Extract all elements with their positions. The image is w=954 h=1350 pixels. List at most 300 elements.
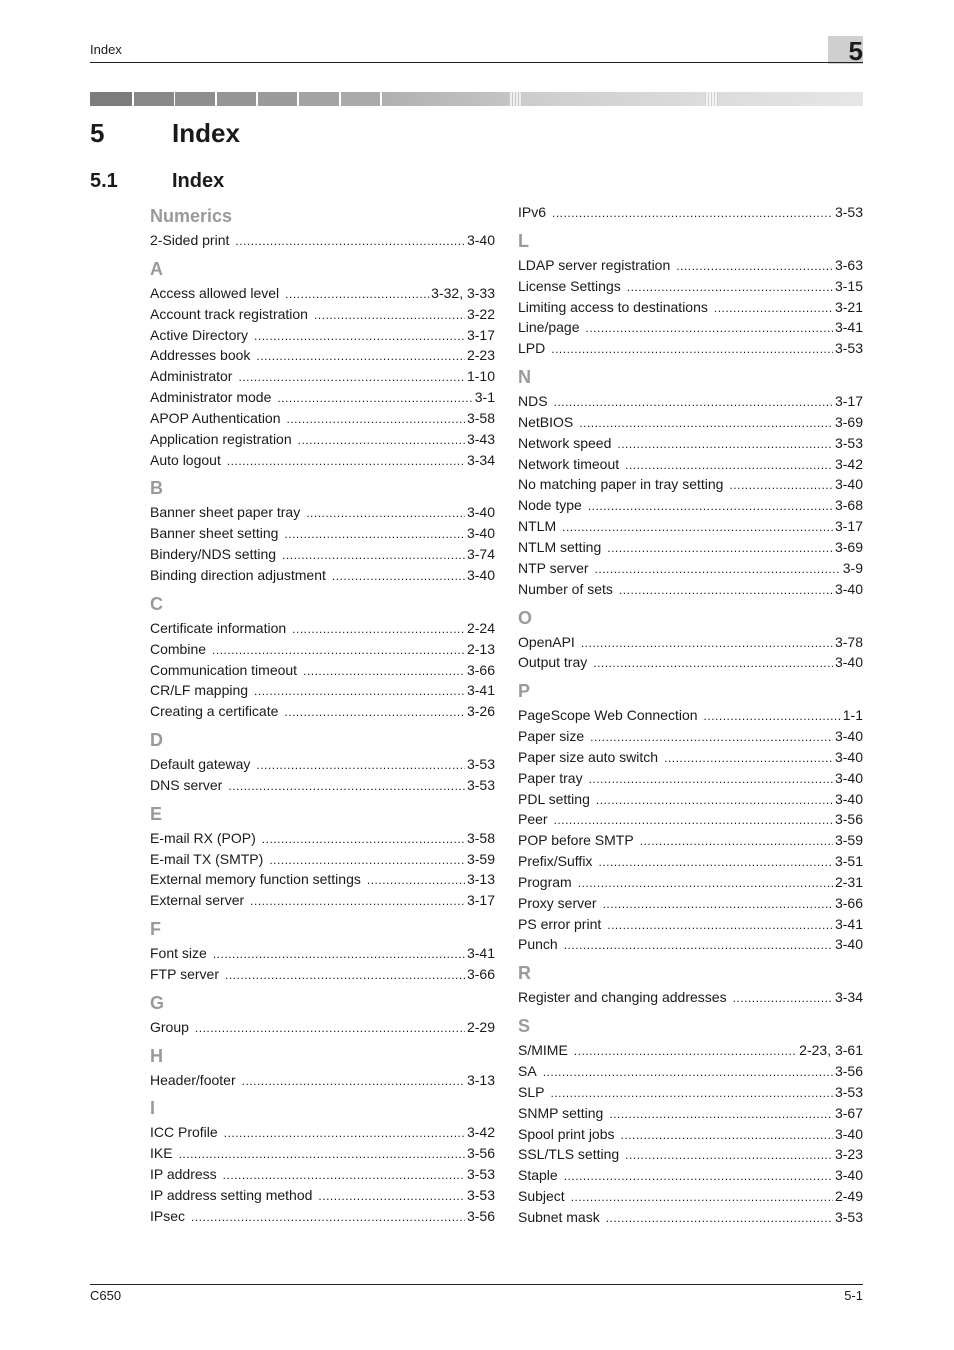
dot-leader bbox=[242, 1071, 465, 1092]
index-entry-term: PS error print bbox=[518, 915, 602, 932]
index-entry-term: SNMP setting bbox=[518, 1104, 604, 1121]
index-entry-page: 2-23, 3-61 bbox=[799, 1042, 863, 1059]
index-entry-term: FTP server bbox=[150, 965, 219, 982]
dot-leader bbox=[704, 706, 841, 727]
index-entry-page: 3-66 bbox=[834, 894, 863, 911]
index-entry bbox=[518, 537, 863, 558]
dot-leader bbox=[571, 1187, 833, 1208]
dot-leader bbox=[179, 1144, 465, 1165]
dot-leader bbox=[595, 559, 841, 580]
dot-leader bbox=[212, 640, 465, 661]
index-entry-term: SSL/TLS setting bbox=[518, 1146, 620, 1163]
dot-leader bbox=[254, 326, 465, 347]
index-entry-term: Paper size bbox=[518, 728, 585, 745]
index-entry-term: Proxy server bbox=[518, 894, 597, 911]
index-entry-term: Addresses book bbox=[150, 347, 251, 364]
index-entry-page: 3-53 bbox=[834, 204, 863, 220]
index-entry bbox=[518, 433, 863, 454]
index-entry-term: PDL setting bbox=[518, 790, 590, 807]
index-entry bbox=[518, 1124, 863, 1145]
index-entry-page: 3-53 bbox=[466, 756, 495, 773]
index-entry-page: 3-74 bbox=[466, 546, 495, 563]
dot-leader bbox=[191, 1207, 465, 1228]
footer-rule bbox=[90, 1284, 863, 1285]
dot-leader bbox=[598, 852, 833, 873]
index-letter-heading: E bbox=[150, 803, 163, 824]
index-entry-page: 1-10 bbox=[466, 368, 495, 385]
index-entry-term: Number of sets bbox=[518, 580, 613, 597]
index-entry-term: Auto logout bbox=[150, 451, 221, 468]
index-group bbox=[518, 227, 863, 359]
index-entry bbox=[518, 1061, 863, 1082]
index-entry-page: 3-41 bbox=[466, 682, 495, 699]
footer-page-number: 5-1 bbox=[844, 1288, 863, 1303]
dot-leader bbox=[562, 517, 833, 538]
index-entry bbox=[518, 317, 863, 338]
index-entry-page: 3-40 bbox=[834, 748, 863, 765]
index-group bbox=[518, 959, 863, 1008]
index-group bbox=[150, 1094, 495, 1226]
index-entry-page: 3-40 bbox=[834, 769, 863, 786]
index-entry-term: Subnet mask bbox=[518, 1208, 600, 1225]
index-entry-term: S/MIME bbox=[518, 1042, 568, 1059]
dot-leader bbox=[574, 1041, 797, 1062]
index-group bbox=[518, 202, 863, 223]
index-column-right bbox=[518, 202, 863, 1228]
index-entry bbox=[150, 890, 495, 911]
dot-leader bbox=[262, 829, 465, 850]
dot-leader bbox=[607, 915, 833, 936]
index-entry-term: DNS server bbox=[150, 776, 223, 793]
index-entry bbox=[150, 523, 495, 544]
index-entry-term: Paper size auto switch bbox=[518, 748, 659, 765]
index-letter-heading: R bbox=[518, 963, 531, 984]
index-entry-page: 3-40 bbox=[834, 728, 863, 745]
index-entry-page: 3-53 bbox=[466, 776, 495, 793]
section-heading bbox=[90, 170, 224, 193]
dot-leader bbox=[596, 790, 833, 811]
index-entry-page: 2-23 bbox=[466, 347, 495, 364]
index-entry-term: Certificate information bbox=[150, 619, 287, 636]
index-letter-heading: P bbox=[518, 681, 531, 702]
index-entry-page: 3-67 bbox=[834, 1104, 863, 1121]
index-entry-term: Banner sheet setting bbox=[150, 525, 279, 542]
index-entry-term: IKE bbox=[150, 1145, 173, 1162]
index-entry-page: 3-32, 3-33 bbox=[431, 284, 495, 301]
index-entry-page: 3-40 bbox=[834, 476, 863, 493]
index-entry-term: ICC Profile bbox=[150, 1124, 218, 1141]
index-entry bbox=[150, 618, 495, 639]
index-entry-page: 2-24 bbox=[466, 619, 495, 636]
index-group bbox=[518, 1012, 863, 1228]
index-entry-term: License Settings bbox=[518, 277, 621, 294]
index-entry-term: Node type bbox=[518, 497, 582, 514]
index-entry-page: 3-9 bbox=[842, 559, 863, 576]
dot-leader bbox=[581, 633, 833, 654]
dot-leader bbox=[254, 681, 465, 702]
index-entry bbox=[150, 639, 495, 660]
index-letter-heading: H bbox=[150, 1045, 163, 1066]
dot-leader bbox=[225, 965, 465, 986]
index-entry bbox=[150, 849, 495, 870]
index-entry-term: Creating a certificate bbox=[150, 703, 279, 720]
index-entry-term: Spool print jobs bbox=[518, 1125, 615, 1142]
index-entry-term: Communication timeout bbox=[150, 661, 298, 678]
index-entry-page: 3-13 bbox=[466, 871, 495, 888]
index-entry bbox=[150, 387, 495, 408]
index-entry-page: 3-53 bbox=[834, 434, 863, 451]
index-entry-term: Header/footer bbox=[150, 1071, 236, 1088]
index-entry bbox=[518, 934, 863, 955]
index-entry-page: 3-40 bbox=[834, 654, 863, 671]
index-column-left bbox=[150, 202, 495, 1227]
index-entry-page: 3-59 bbox=[834, 832, 863, 849]
index-entry-term: Group bbox=[150, 1018, 189, 1035]
dot-leader bbox=[228, 776, 465, 797]
index-entry-page: 3-63 bbox=[834, 256, 863, 273]
index-entry bbox=[150, 565, 495, 586]
index-entry-term: SA bbox=[518, 1063, 537, 1079]
index-entry-page: 3-56 bbox=[466, 1145, 495, 1162]
chapter-number-tab bbox=[828, 36, 863, 64]
index-entry bbox=[150, 943, 495, 964]
index-entry bbox=[150, 325, 495, 346]
dot-leader bbox=[588, 496, 833, 517]
index-entry-page: 3-17 bbox=[834, 393, 863, 410]
index-entry-term: LPD bbox=[518, 340, 546, 357]
index-group bbox=[150, 989, 495, 1038]
index-entry-term: Application registration bbox=[150, 430, 292, 447]
index-entry-term: APOP Authentication bbox=[150, 409, 281, 426]
index-entry bbox=[518, 987, 863, 1008]
index-entry bbox=[150, 869, 495, 890]
index-entry-term: NTP server bbox=[518, 559, 589, 576]
index-entry-term: Peer bbox=[518, 811, 548, 828]
index-entry bbox=[518, 579, 863, 600]
index-entry bbox=[518, 705, 863, 726]
index-entry-page: 3-69 bbox=[834, 413, 863, 430]
chapter-heading-title: Index bbox=[172, 118, 240, 148]
dot-leader bbox=[306, 503, 465, 524]
index-entry-page: 3-56 bbox=[834, 811, 863, 828]
index-entry-page: 3-59 bbox=[466, 850, 495, 867]
index-entry bbox=[150, 1206, 495, 1227]
index-entry bbox=[518, 830, 863, 851]
index-entry-term: Paper tray bbox=[518, 769, 583, 786]
index-entry bbox=[150, 1143, 495, 1164]
index-entry bbox=[150, 828, 495, 849]
index-entry-term: Network timeout bbox=[518, 455, 620, 472]
dot-leader bbox=[617, 434, 833, 455]
index-entry-page: 3-40 bbox=[834, 790, 863, 807]
index-letter-heading: C bbox=[150, 593, 163, 614]
index-entry-term: Administrator mode bbox=[150, 389, 272, 406]
dot-leader bbox=[282, 545, 465, 566]
section-heading-title: Index bbox=[172, 170, 225, 192]
index-entry bbox=[518, 1144, 863, 1165]
dot-leader bbox=[250, 891, 465, 912]
footer-model-name: C650 bbox=[90, 1288, 122, 1303]
index-entry bbox=[518, 809, 863, 830]
index-entry bbox=[518, 1165, 863, 1186]
index-entry bbox=[518, 893, 863, 914]
index-entry-term: Subject bbox=[518, 1188, 565, 1205]
index-entry bbox=[150, 366, 495, 387]
dot-leader bbox=[625, 1145, 833, 1166]
index-entry-page: 3-41 bbox=[466, 945, 495, 962]
index-entry bbox=[150, 283, 495, 304]
dot-leader bbox=[284, 524, 465, 545]
index-entry-page: 3-78 bbox=[834, 633, 863, 650]
index-entry bbox=[518, 851, 863, 872]
index-entry-term: LDAP server registration bbox=[518, 256, 671, 273]
index-entry-term: IP address bbox=[150, 1166, 217, 1183]
index-group bbox=[518, 677, 863, 955]
index-entry-term: IPv6 bbox=[518, 204, 547, 220]
index-group bbox=[150, 800, 495, 911]
index-entry-term: External server bbox=[150, 892, 245, 909]
index-entry-page: 3-41 bbox=[834, 915, 863, 932]
dot-leader bbox=[227, 451, 465, 472]
index-entry bbox=[150, 775, 495, 796]
index-group bbox=[150, 255, 495, 471]
index-entry bbox=[518, 652, 863, 673]
dot-leader bbox=[367, 870, 465, 891]
index-entry bbox=[518, 516, 863, 537]
index-entry-page: 3-43 bbox=[466, 430, 495, 447]
index-entry bbox=[150, 1070, 495, 1091]
dot-leader bbox=[590, 727, 833, 748]
dot-leader bbox=[729, 475, 833, 496]
index-entry-page: 3-40 bbox=[834, 936, 863, 953]
index-entry-term: SLP bbox=[518, 1083, 545, 1100]
index-entry-term: Register and changing addresses bbox=[518, 989, 727, 1006]
index-entry-page: 3-40 bbox=[466, 525, 495, 542]
index-entry bbox=[518, 1082, 863, 1103]
index-entry bbox=[518, 474, 863, 495]
dot-leader bbox=[554, 810, 833, 831]
index-entry-term: Output tray bbox=[518, 654, 588, 671]
header-rule bbox=[90, 62, 863, 63]
index-entry-term: NDS bbox=[518, 393, 548, 410]
index-entry-page: 3-40 bbox=[834, 1125, 863, 1142]
dot-leader bbox=[589, 769, 833, 790]
index-entry-page: 3-56 bbox=[834, 1063, 863, 1079]
index-entry bbox=[150, 660, 495, 681]
dot-leader bbox=[332, 566, 465, 587]
dot-leader bbox=[235, 231, 465, 252]
index-entry-term: OpenAPI bbox=[518, 633, 575, 650]
index-entry-page: 3-34 bbox=[466, 451, 495, 468]
index-entry bbox=[150, 1122, 495, 1143]
index-entry bbox=[518, 632, 863, 653]
chapter-heading bbox=[90, 118, 240, 149]
index-entry-term: NetBIOS bbox=[518, 413, 574, 430]
index-entry-term: NTLM bbox=[518, 518, 557, 535]
index-entry-term: E-mail TX (SMTP) bbox=[150, 850, 264, 867]
index-entry-term: Line/page bbox=[518, 319, 580, 336]
index-letter-heading: B bbox=[150, 478, 163, 499]
index-group bbox=[150, 590, 495, 722]
index-entry-page: 3-40 bbox=[834, 580, 863, 597]
dot-leader bbox=[256, 346, 465, 367]
dot-leader bbox=[238, 367, 465, 388]
index-entry-page: 3-41 bbox=[834, 319, 863, 336]
index-entry-term: NTLM setting bbox=[518, 538, 602, 555]
index-letter-heading: G bbox=[150, 992, 165, 1013]
index-letter-heading: Numerics bbox=[150, 206, 233, 226]
dot-leader bbox=[664, 748, 833, 769]
index-group bbox=[518, 363, 863, 599]
dot-leader bbox=[714, 298, 833, 319]
dot-leader bbox=[314, 305, 465, 326]
index-entry bbox=[518, 872, 863, 893]
dot-leader bbox=[224, 1123, 465, 1144]
index-entry bbox=[518, 1186, 863, 1207]
dot-leader bbox=[619, 580, 833, 601]
index-entry-term: Binding direction adjustment bbox=[150, 566, 326, 583]
dot-leader bbox=[593, 653, 833, 674]
decorative-bar bbox=[90, 92, 863, 106]
index-entry-page: 2-13 bbox=[466, 640, 495, 657]
index-letter-heading: S bbox=[518, 1016, 531, 1037]
index-entry bbox=[518, 297, 863, 318]
dot-leader bbox=[277, 388, 472, 409]
index-entry-page: 3-56 bbox=[466, 1207, 495, 1224]
dot-leader bbox=[318, 1186, 465, 1207]
index-entry-page: 3-40 bbox=[466, 504, 495, 521]
index-entry bbox=[150, 1185, 495, 1206]
dot-leader bbox=[625, 455, 833, 476]
index-entry bbox=[518, 255, 863, 276]
index-entry-term: Network speed bbox=[518, 434, 612, 451]
dot-leader bbox=[564, 935, 833, 956]
index-letter-heading: O bbox=[518, 607, 533, 628]
index-entry-page: 3-53 bbox=[834, 1208, 863, 1225]
index-entry bbox=[150, 345, 495, 366]
index-entry bbox=[518, 726, 863, 747]
index-entry-page: 3-17 bbox=[466, 892, 495, 909]
dot-leader bbox=[609, 1104, 833, 1125]
index-entry bbox=[518, 789, 863, 810]
index-entry-page: 3-68 bbox=[834, 497, 863, 514]
index-entry-term: No matching paper in tray setting bbox=[518, 476, 724, 493]
index-entry-page: 3-58 bbox=[466, 829, 495, 846]
dot-leader bbox=[551, 339, 833, 360]
index-entry bbox=[150, 502, 495, 523]
dot-leader bbox=[287, 409, 465, 430]
index-entry-term: Access allowed level bbox=[150, 284, 280, 301]
index-entry bbox=[150, 1164, 495, 1185]
index-entry bbox=[150, 1017, 495, 1038]
index-entry-term: Active Directory bbox=[150, 326, 249, 343]
index-entry-term: Banner sheet paper tray bbox=[150, 504, 301, 521]
index-entry-term: Prefix/Suffix bbox=[518, 853, 593, 870]
index-entry-page: 3-17 bbox=[834, 518, 863, 535]
index-entry bbox=[150, 230, 495, 251]
index-letter-heading: D bbox=[150, 730, 163, 751]
index-entry-page: 3-34 bbox=[834, 989, 863, 1006]
index-entry-term: POP before SMTP bbox=[518, 832, 634, 849]
index-entry-term: E-mail RX (POP) bbox=[150, 829, 256, 846]
running-header-title: Index bbox=[90, 42, 122, 57]
index-group bbox=[150, 474, 495, 585]
dot-leader bbox=[586, 318, 833, 339]
dot-leader bbox=[627, 277, 833, 298]
index-entry bbox=[150, 450, 495, 471]
index-letter-heading: L bbox=[518, 230, 529, 251]
index-entry bbox=[150, 544, 495, 565]
index-entry bbox=[150, 701, 495, 722]
index-entry-term: IP address setting method bbox=[150, 1187, 313, 1203]
index-entry-term: IPsec bbox=[150, 1207, 186, 1224]
index-entry-page: 3-69 bbox=[834, 538, 863, 555]
index-entry-term: Bindery/NDS setting bbox=[150, 546, 277, 563]
index-entry bbox=[518, 558, 863, 579]
dot-leader bbox=[676, 256, 833, 277]
index-entry-page: 3-66 bbox=[466, 661, 495, 678]
dot-leader bbox=[579, 413, 833, 434]
dot-leader bbox=[552, 203, 833, 224]
index-entry-page: 3-22 bbox=[466, 305, 495, 322]
dot-leader bbox=[578, 873, 833, 894]
index-letter-heading: A bbox=[150, 258, 163, 279]
index-entry bbox=[150, 429, 495, 450]
index-entry-term: Punch bbox=[518, 936, 558, 953]
index-entry-page: 3-13 bbox=[466, 1071, 495, 1088]
chapter-heading-number: 5 bbox=[90, 118, 105, 148]
index-letter-heading: N bbox=[518, 367, 531, 388]
index-entry bbox=[518, 276, 863, 297]
index-entry-term: Account track registration bbox=[150, 305, 308, 322]
dot-leader bbox=[640, 831, 833, 852]
index-entry-page: 3-21 bbox=[834, 298, 863, 315]
index-entry-term: CR/LF mapping bbox=[150, 682, 249, 699]
index-entry-page: 3-15 bbox=[834, 277, 863, 294]
index-entry bbox=[518, 1207, 863, 1228]
index-entry-page: 2-49 bbox=[834, 1188, 863, 1205]
index-letter-heading: I bbox=[150, 1098, 156, 1119]
index-entry-page: 3-40 bbox=[466, 232, 495, 248]
dot-leader bbox=[213, 944, 465, 965]
index-entry bbox=[518, 747, 863, 768]
index-entry-page: 3-53 bbox=[466, 1166, 495, 1183]
dot-leader bbox=[543, 1062, 833, 1083]
dot-leader bbox=[195, 1018, 465, 1039]
index-entry-page: 3-53 bbox=[834, 340, 863, 357]
dot-leader bbox=[606, 1208, 833, 1229]
index-group bbox=[150, 915, 495, 985]
index-entry-page: 2-29 bbox=[466, 1018, 495, 1035]
index-group bbox=[150, 726, 495, 796]
dot-leader bbox=[303, 661, 465, 682]
index-entry bbox=[518, 495, 863, 516]
index-entry-page: 3-53 bbox=[466, 1187, 495, 1203]
index-entry-term: 2-Sided print bbox=[150, 232, 230, 248]
index-entry bbox=[150, 754, 495, 775]
index-entry-term: Staple bbox=[518, 1167, 558, 1184]
dot-leader bbox=[285, 284, 429, 305]
index-entry-page: 1-1 bbox=[842, 707, 863, 724]
index-entry bbox=[518, 391, 863, 412]
index-group bbox=[150, 1042, 495, 1091]
index-entry bbox=[518, 454, 863, 475]
dot-leader bbox=[284, 702, 465, 723]
dot-leader bbox=[298, 430, 465, 451]
index-entry-page: 3-23 bbox=[834, 1146, 863, 1163]
index-entry bbox=[518, 338, 863, 359]
index-entry-page: 3-40 bbox=[834, 1167, 863, 1184]
